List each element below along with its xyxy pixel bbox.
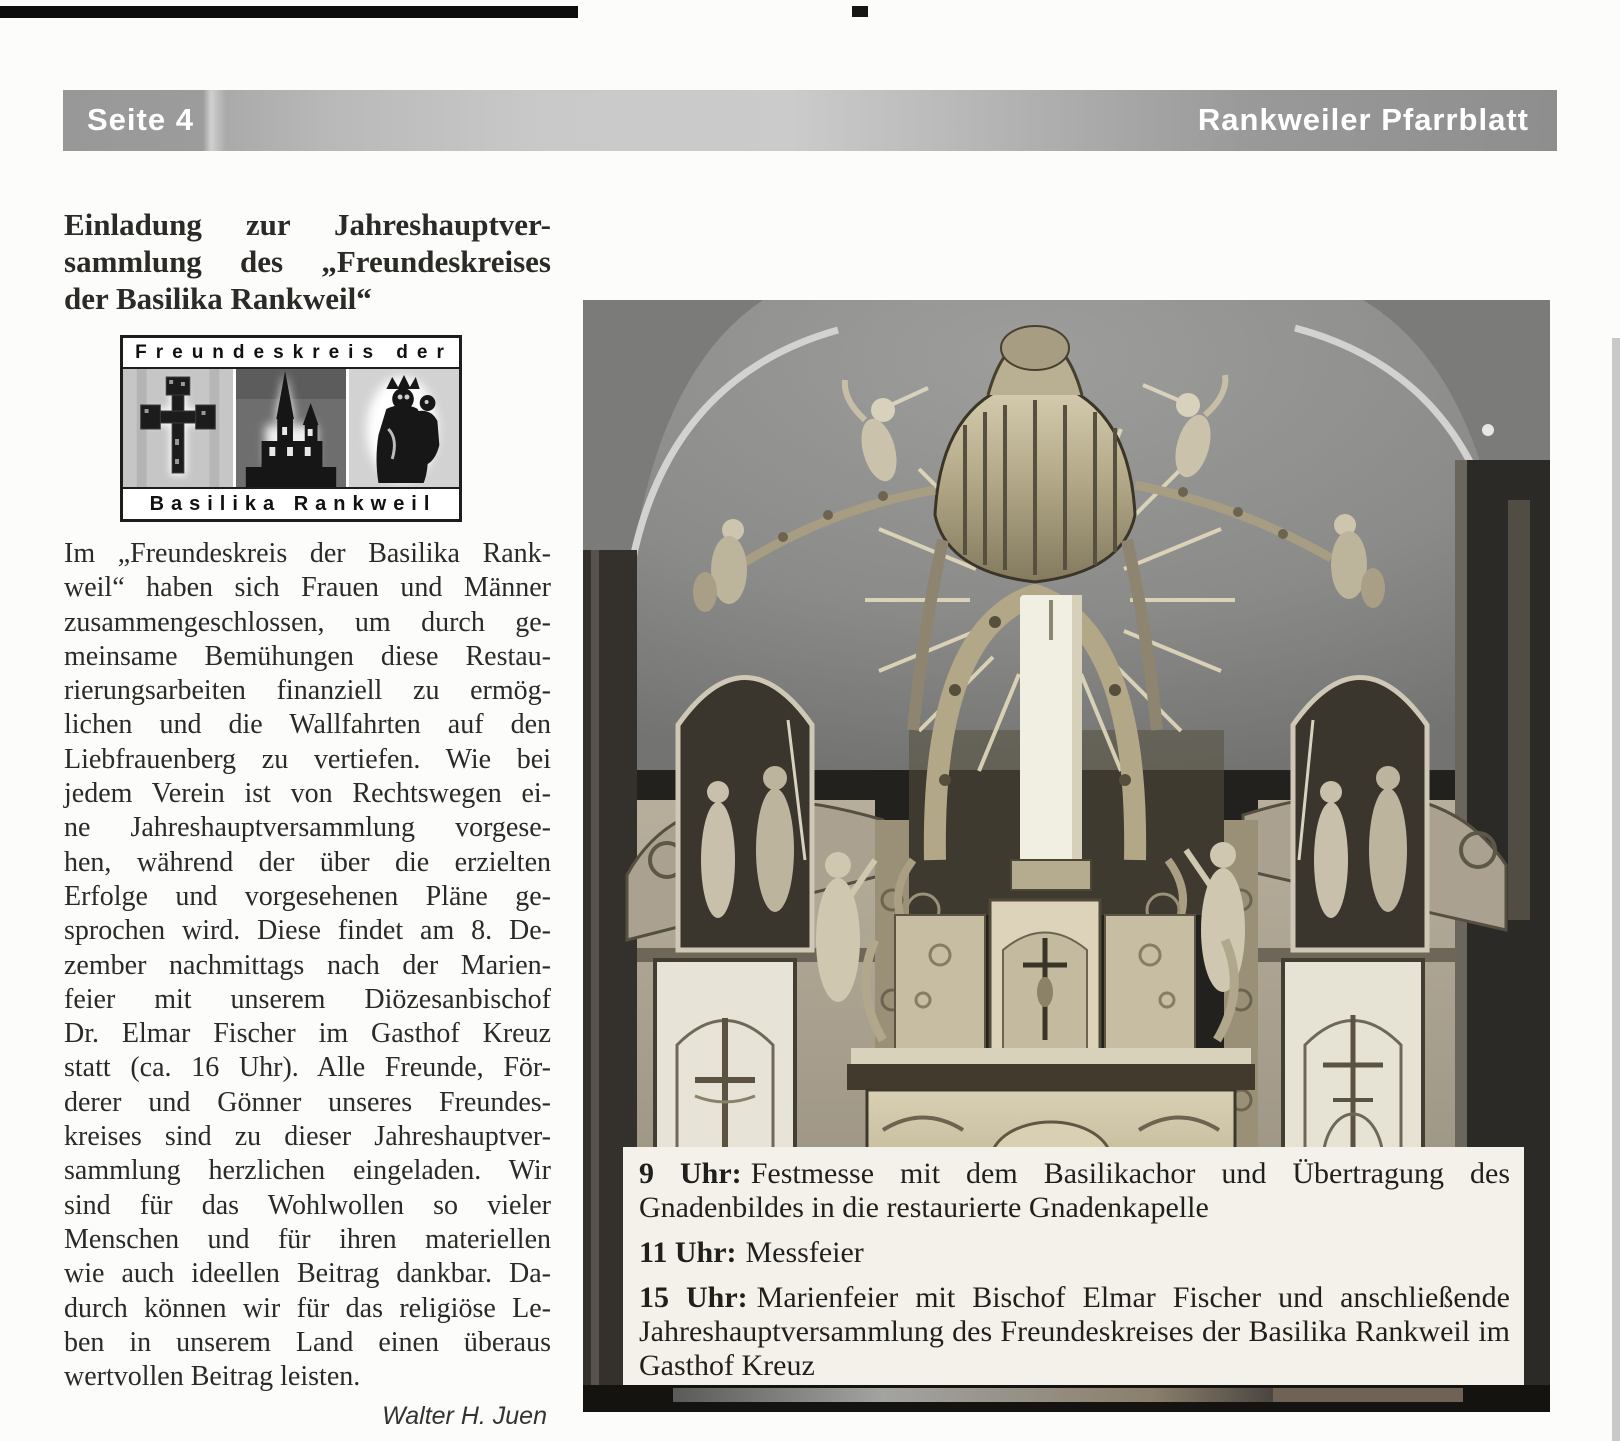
header-band	[63, 90, 1557, 151]
article-column	[64, 206, 551, 1431]
article-body-line: sprochen wird. Diese findet am 8. De-	[64, 915, 551, 947]
scan-artifact-right-edge	[1612, 338, 1620, 1441]
article-body	[64, 537, 551, 1394]
article-body-line: Im „Freundeskreis der Basilika Rank-	[64, 538, 551, 569]
article-body-line: sind für das Wohlwollen so vieler	[64, 1189, 551, 1221]
article-title	[64, 206, 551, 317]
schedule-time: 15 Uhr:	[639, 1281, 748, 1314]
schedule-text: Marienfeier mit Bischof Elmar Fischer und anschließende Jahreshauptversammlung des Freundeskreises der Basilika Rankweil im Gasthof Kreuz	[639, 1281, 1510, 1382]
schedule-time: 9 Uhr:	[639, 1157, 742, 1190]
schedule-text: Messfeier	[745, 1236, 864, 1269]
madonna-and-child-icon	[349, 369, 459, 487]
page-number-label: Seite 4	[87, 102, 194, 137]
article-body-line: Menschen und für ihren materiellen	[64, 1223, 551, 1255]
romanesque-cross-icon	[123, 369, 233, 487]
schedule-text: Festmesse mit dem Basilikachor und Übertragung des Gnadenbildes in die restaurierte Gnadenkapelle	[639, 1157, 1511, 1224]
article-body-line: jedem Verein ist von Rechtswegen ei-	[64, 778, 551, 810]
scan-artifact-tick	[852, 6, 868, 17]
article-body-line: wertvollen Beitrag leisten.	[64, 1361, 361, 1393]
article-body-line: Erfolge und vorgesehenen Pläne ge-	[64, 880, 551, 912]
article-body-line: ne Jahreshauptversammlung vorgese-	[64, 812, 551, 844]
freundeskreis-logo	[120, 335, 462, 522]
article-body-line: wie auch ideellen Beitrag dankbar. Da-	[64, 1258, 551, 1290]
basilica-church-icon	[236, 369, 346, 487]
schedule-box	[623, 1147, 1524, 1385]
article-body-line: Liebfrauenberg zu vertiefen. Wie bei	[64, 743, 551, 775]
logo-bottom-label: Basilika Rankweil	[123, 487, 459, 519]
schedule-entry	[639, 1281, 1510, 1383]
masthead-title: Rankweiler Pfarrblatt	[1197, 102, 1529, 137]
logo-panels	[123, 369, 459, 487]
article-body-line: durch können wir für das religiöse Le-	[64, 1292, 551, 1324]
article-body-line: sammlung herzlichen eingeladen. Wir	[64, 1155, 551, 1187]
schedule-entry	[639, 1157, 1510, 1225]
scan-artifact-bar	[0, 6, 578, 18]
article-body-line: zember nachmittags nach der Marien-	[64, 949, 551, 981]
article-body-line: kreises sind zu dieser Jahreshauptver-	[64, 1121, 551, 1153]
article-body-line: derer und Gönner unseres Freundes-	[64, 1086, 551, 1118]
article-body-line: statt (ca. 16 Uhr). Alle Freunde, För-	[64, 1052, 551, 1084]
logo-top-label: Freundeskreis der	[123, 338, 459, 369]
altar-photograph	[583, 300, 1550, 1412]
article-body-line: meinsame Bemühungen diese Restau-	[64, 640, 551, 672]
article-body-line: lichen und die Wallfahrten auf den	[64, 709, 551, 741]
article-body-line: ben in unserem Land einen überaus	[64, 1326, 551, 1358]
article-title-line: sammlung des „Freundeskreises	[64, 244, 551, 279]
article-body-line: hen, während der über die erzielten	[64, 846, 551, 878]
article-title-line: der Basilika Rankweil“	[64, 281, 372, 316]
article-title-line: Einladung zur Jahreshauptver-	[64, 207, 551, 242]
article-body-line: feier mit unserem Diözesanbischof	[64, 983, 551, 1015]
article-body-line: rierungsarbeiten finanziell zu ermög-	[64, 675, 551, 707]
schedule-time: 11 Uhr:	[639, 1236, 737, 1269]
article-body-line: weil“ haben sich Frauen und Männer	[64, 572, 551, 604]
article-body-line: zusammengeschlossen, um durch ge-	[64, 606, 551, 638]
article-byline: Walter H. Juen	[382, 1402, 547, 1431]
article-body-line: Dr. Elmar Fischer im Gasthof Kreuz	[64, 1018, 551, 1050]
schedule-entry	[639, 1236, 1510, 1270]
